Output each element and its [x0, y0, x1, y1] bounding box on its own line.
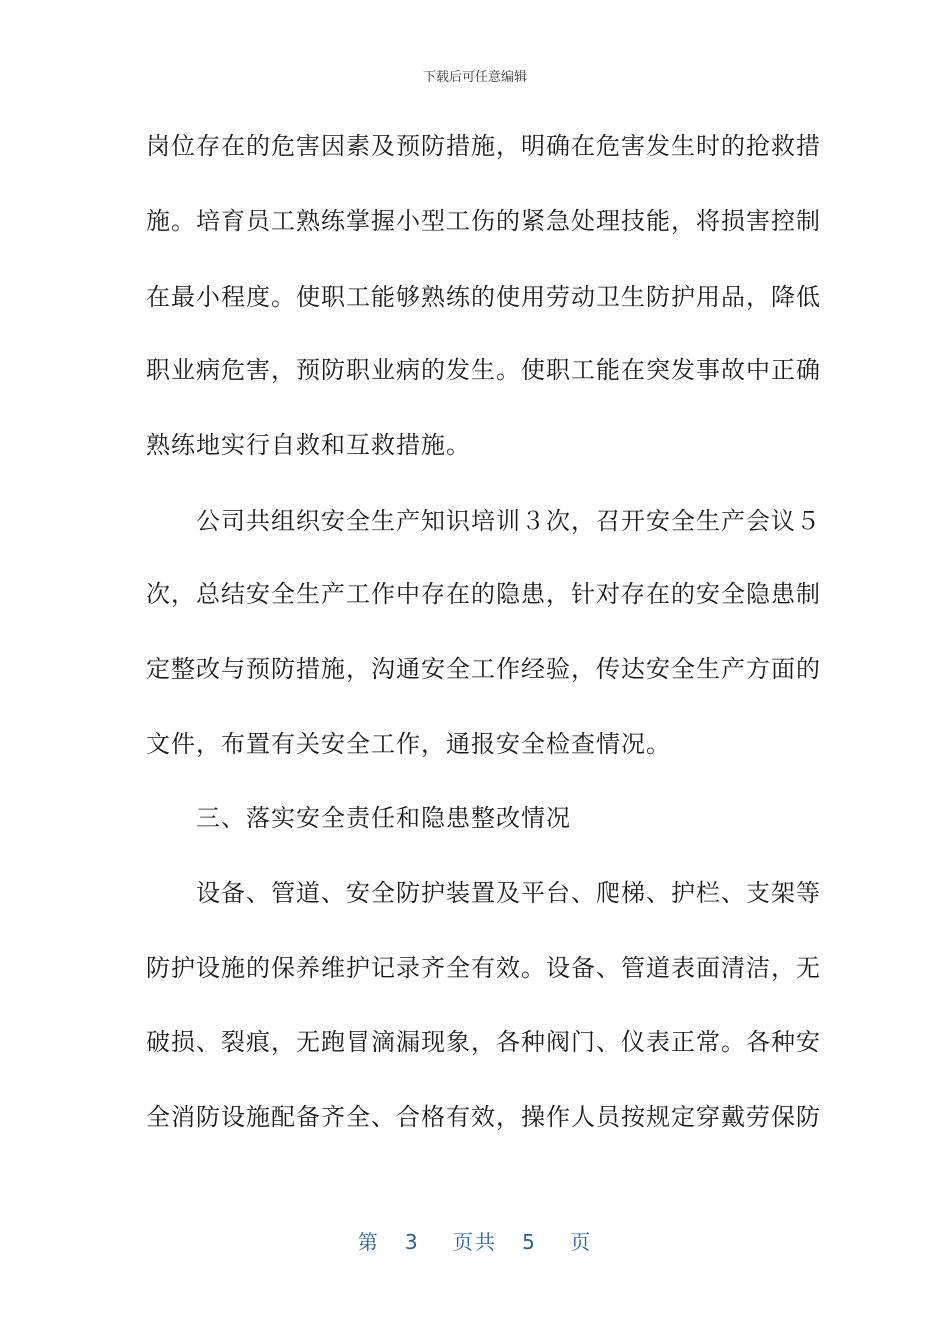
- body-line: 破损、裂痕，无跑冒滴漏现象，各种阀门、仪表正常。各种安: [146, 1028, 821, 1056]
- page-label-mid: 页共: [453, 1230, 497, 1254]
- page-label-prefix: 第: [357, 1230, 380, 1254]
- body-line: 职业病危害，预防职业病的发生。使职工能在突发事故中正确: [146, 356, 821, 384]
- body-line: 文件，布置有关安全工作，通报安全检查情况。: [146, 730, 671, 758]
- page-label-suffix: 页: [570, 1230, 593, 1254]
- body-line: 防护设施的保养维护记录齐全有效。设备、管道表面清洁，无: [146, 954, 821, 982]
- current-page-number: 3: [404, 1230, 420, 1254]
- body-line: 全消防设施配备齐全、合格有效，操作人员按规定穿戴劳保防: [146, 1103, 821, 1131]
- body-line: 岗位存在的危害因素及预防措施，明确在危害发生时的抢救措: [146, 132, 821, 160]
- body-line: 定整改与预防措施，沟通安全工作经验，传达安全生产方面的: [146, 655, 821, 683]
- body-line: 熟练地实行自救和互救措施。: [146, 431, 471, 459]
- body-line: 公司共组织安全生产知识培训３次，召开安全生产会议５: [146, 507, 821, 535]
- total-pages-number: 5: [522, 1230, 537, 1254]
- body-line: 次，总结安全生产工作中存在的隐患，针对存在的安全隐患制: [146, 580, 821, 608]
- body-line: 设备、管道、安全防护装置及平台、爬梯、护栏、支架等: [146, 879, 821, 907]
- page-footer: [0, 1226, 950, 1255]
- page-header: 下载后可任意编辑: [422, 70, 527, 85]
- section-heading: 三、落实安全责任和隐患整改情况: [146, 804, 571, 832]
- body-line: 施。培育员工熟练掌握小型工伤的紧急处理技能，将损害控制: [146, 207, 821, 235]
- body-line: 在最小程度。使职工能够熟练的使用劳动卫生防护用品，降低: [146, 283, 821, 311]
